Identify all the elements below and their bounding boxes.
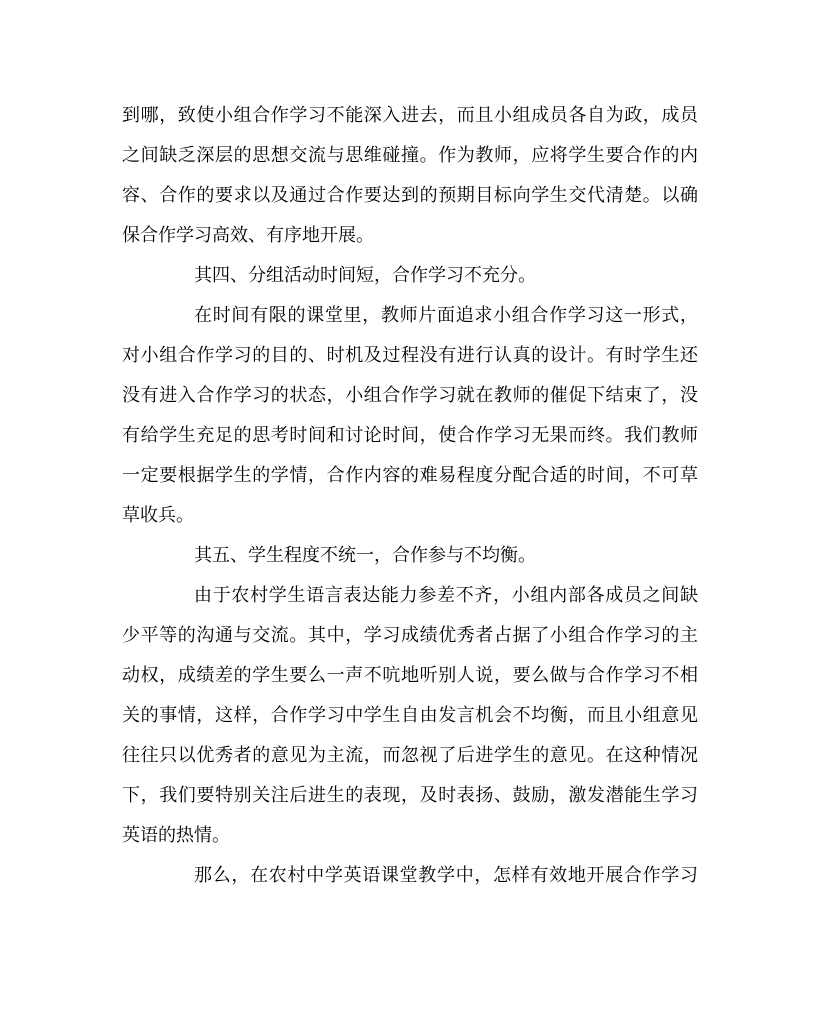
text-line: 到哪，致使小组合作学习不能深入进去，而且小组成员各自为政，成员 bbox=[122, 105, 698, 126]
text-line: 草收兵。 bbox=[122, 505, 194, 526]
text-line: 之间缺乏深层的思想交流与思维碰撞。作为教师，应将学生要合作的内 bbox=[122, 145, 698, 166]
text-line: 动权，成绩差的学生要么一声不吭地听别人说，要么做与合作学习不相 bbox=[122, 665, 698, 686]
text-line: 少平等的沟通与交流。其中，学习成绩优秀者占据了小组合作学习的主 bbox=[122, 625, 698, 646]
body-text bbox=[122, 96, 698, 896]
text-line: 一定要根据学生的学情，合作内容的难易程度分配合适的时间，不可草 bbox=[122, 465, 698, 486]
text-line: 下，我们要特别关注后进生的表现，及时表扬、鼓励，激发潜能生学习 bbox=[122, 785, 698, 806]
text-line: 关的事情，这样，合作学习中学生自由发言机会不均衡，而且小组意见 bbox=[122, 705, 698, 726]
text-line: 往往只以优秀者的意见为主流，而忽视了后进学生的意见。在这种情况 bbox=[122, 745, 698, 766]
text-line: 在时间有限的课堂里，教师片面追求小组合作学习这一形式， bbox=[194, 305, 698, 326]
text-line: 对小组合作学习的目的、时机及过程没有进行认真的设计。有时学生还 bbox=[122, 345, 698, 366]
text-line: 没有进入合作学习的状态，小组合作学习就在教师的催促下结束了，没 bbox=[122, 385, 698, 406]
text-line: 由于农村学生语言表达能力参差不齐，小组内部各成员之间缺 bbox=[194, 585, 698, 606]
text-line: 保合作学习高效、有序地开展。 bbox=[122, 225, 374, 246]
text-line: 英语的热情。 bbox=[122, 825, 230, 846]
section-heading: 其五、学生程度不统一，合作参与不均衡。 bbox=[194, 545, 536, 566]
text-line: 有给学生充足的思考时间和讨论时间，使合作学习无果而终。我们教师 bbox=[122, 425, 698, 446]
section-heading: 其四、分组活动时间短，合作学习不充分。 bbox=[194, 265, 536, 286]
text-line: 那么，在农村中学英语课堂教学中，怎样有效地开展合作学习 bbox=[194, 865, 698, 886]
text-line: 容、合作的要求以及通过合作要达到的预期目标向学生交代清楚。以确 bbox=[122, 185, 698, 206]
